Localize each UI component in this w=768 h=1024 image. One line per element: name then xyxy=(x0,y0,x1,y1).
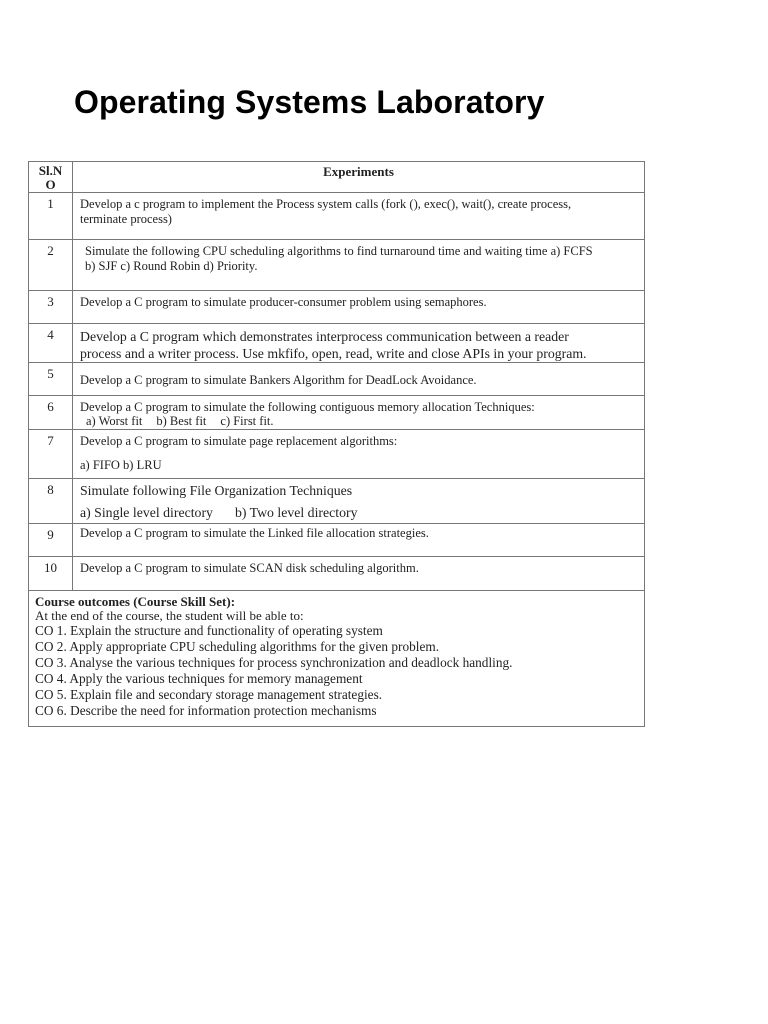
row-experiment xyxy=(73,240,645,291)
course-outcomes xyxy=(29,591,645,727)
row-sl-number: 6 xyxy=(29,396,73,430)
table-row xyxy=(29,324,645,363)
course-outcome-item: CO 2. Apply appropriate CPU scheduling algorithms for the given problem. xyxy=(35,639,440,654)
table-row xyxy=(29,557,645,591)
page-title: Operating Systems Laboratory xyxy=(74,84,545,120)
course-outcome-item: CO 5. Explain file and secondary storage management strategies. xyxy=(35,687,383,702)
table-row xyxy=(29,479,645,524)
row-sl-number: 8 xyxy=(29,479,73,524)
row-experiment xyxy=(73,524,645,557)
row-experiment xyxy=(73,363,645,396)
row-experiment xyxy=(73,557,645,591)
course-outcomes-row xyxy=(29,591,645,727)
row-sl-number: 3 xyxy=(29,291,73,324)
experiment-line: Develop a C program to simulate Bankers Algorithm for DeadLock Avoidance. xyxy=(80,373,477,387)
experiment-line: a) FIFO b) LRU xyxy=(80,458,162,472)
option-worst-fit: a) Worst fit xyxy=(86,414,143,428)
row-sl-number: 9 xyxy=(29,524,73,557)
experiment-line: Develop a C program to simulate producer-consumer problem using semaphores. xyxy=(80,295,487,309)
option-two-level: b) Two level directory xyxy=(234,505,358,520)
course-outcome-item: CO 1. Explain the structure and functionality of operating system xyxy=(35,623,383,638)
option-first-fit: c) First fit. xyxy=(220,414,274,428)
row-experiment xyxy=(73,430,645,479)
option-single-level: a) Single level directory xyxy=(80,505,213,520)
experiment-line: Develop a C program to simulate page replacement algorithms: xyxy=(80,434,398,448)
table-row xyxy=(29,363,645,396)
experiment-line: Simulate following File Organization Techniques xyxy=(80,483,353,498)
course-outcomes-heading: Course outcomes (Course Skill Set): xyxy=(35,594,236,609)
row-experiment xyxy=(73,291,645,324)
table-row xyxy=(29,430,645,479)
experiment-options xyxy=(80,505,638,520)
table-row xyxy=(29,396,645,430)
row-sl-number: 1 xyxy=(29,193,73,240)
row-sl-number: 5 xyxy=(29,363,73,396)
experiment-line: process and a writer process. Use mkfifo, open, read, write and close APIs in your program. xyxy=(80,346,587,361)
course-outcomes-intro: At the end of the course, the student will be able to: xyxy=(35,608,304,623)
header-experiments: Experiments xyxy=(73,162,645,193)
header-sl-no-line2: O xyxy=(45,177,56,192)
row-sl-number: 4 xyxy=(29,324,73,363)
row-experiment xyxy=(73,193,645,240)
course-outcome-item: CO 4. Apply the various techniques for memory management xyxy=(35,671,363,686)
row-experiment xyxy=(73,479,645,524)
experiments-table xyxy=(28,161,645,727)
option-best-fit: b) Best fit xyxy=(156,414,207,428)
table-header-row xyxy=(29,162,645,193)
experiment-line: Simulate the following CPU scheduling algorithms to find turnaround time and waiting time a) FCFS xyxy=(85,244,593,258)
header-sl-no xyxy=(29,162,73,193)
experiment-line: Develop a C program which demonstrates interprocess communication between a reader xyxy=(80,329,569,344)
header-sl-no-line1: Sl.N xyxy=(38,163,63,178)
row-experiment xyxy=(73,396,645,430)
table-row xyxy=(29,193,645,240)
course-outcome-item: CO 3. Analyse the various techniques for process synchronization and deadlock handling. xyxy=(35,655,513,670)
experiment-line: b) SJF c) Round Robin d) Priority. xyxy=(85,259,258,273)
row-sl-number: 2 xyxy=(29,240,73,291)
experiment-line: terminate process) xyxy=(80,212,172,226)
table-row xyxy=(29,240,645,291)
experiment-line: Develop a C program to simulate SCAN disk scheduling algorithm. xyxy=(80,561,419,575)
course-outcome-item: CO 6. Describe the need for information protection mechanisms xyxy=(35,703,377,718)
experiment-line: Develop a c program to implement the Process system calls (fork (), exec(), wait(), create process, xyxy=(80,197,572,211)
experiment-line: Develop a C program to simulate the following contiguous memory allocation Techniques: xyxy=(80,400,535,414)
row-experiment xyxy=(73,324,645,363)
row-sl-number: 10 xyxy=(29,557,73,591)
table-row xyxy=(29,524,645,557)
experiment-line: Develop a C program to simulate the Linked file allocation strategies. xyxy=(80,526,429,540)
row-sl-number: 7 xyxy=(29,430,73,479)
table-row xyxy=(29,291,645,324)
experiment-options xyxy=(80,414,638,428)
